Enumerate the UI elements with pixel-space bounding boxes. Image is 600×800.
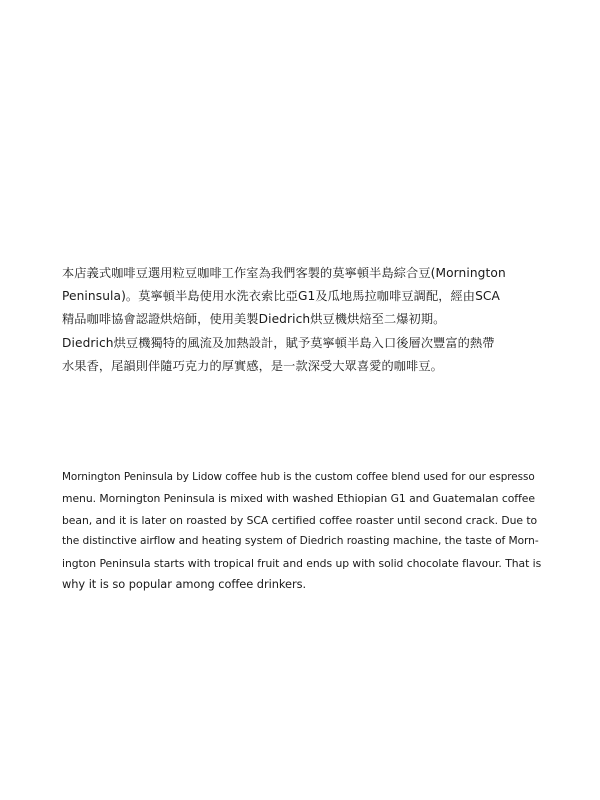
english-description: [62, 467, 542, 595]
english-line-2: menu. Mornington Peninsula is mixed with washed Ethiopian G1 and Guatemalan coffee: [62, 492, 535, 506]
chinese-paragraph-1: [62, 262, 542, 332]
english-line-4: the distinctive airflow and heating system of Diedrich roasting machine, the taste of Morn-: [62, 535, 539, 548]
english-line-5: ington Peninsula starts with tropical fruit and ends up with solid chocolate flavour. That is: [62, 556, 542, 570]
english-line-6: why it is so popular among coffee drinkers.: [62, 577, 307, 592]
english-line-3: bean, and it is later on roasted by SCA certified coffee roaster until second crack. Due to: [62, 513, 538, 527]
chinese-line-3: 精品咖啡協會認證烘焙師，使用美製Diedrich烘豆機烘焙至二爆初期。: [62, 312, 446, 327]
chinese-description: [62, 262, 542, 378]
chinese-line-2: Peninsula)。莫寧頓半島使用水洗衣索比亞G1及瓜地馬拉咖啡豆調配，經由SCA: [62, 289, 500, 304]
english-line-1: Mornington Peninsula by Lidow coffee hub is the custom coffee blend used for our espresso: [62, 471, 535, 483]
chinese-paragraph-2: [62, 332, 542, 378]
chinese-line-4: Diedrich烘豆機獨特的風流及加熱設計，賦予莫寧頓半島入口後層次豐富的熱帶: [62, 335, 495, 350]
chinese-line-5: 水果香，尾韻則伴隨巧克力的厚實感，是一款深受大眾喜愛的咖啡豆。: [62, 358, 443, 373]
english-paragraph: [62, 467, 542, 595]
chinese-line-1: 本店義式咖啡豆選用粒豆咖啡工作室為我們客製的莫寧頓半島綜合豆(Mornington: [62, 266, 506, 280]
